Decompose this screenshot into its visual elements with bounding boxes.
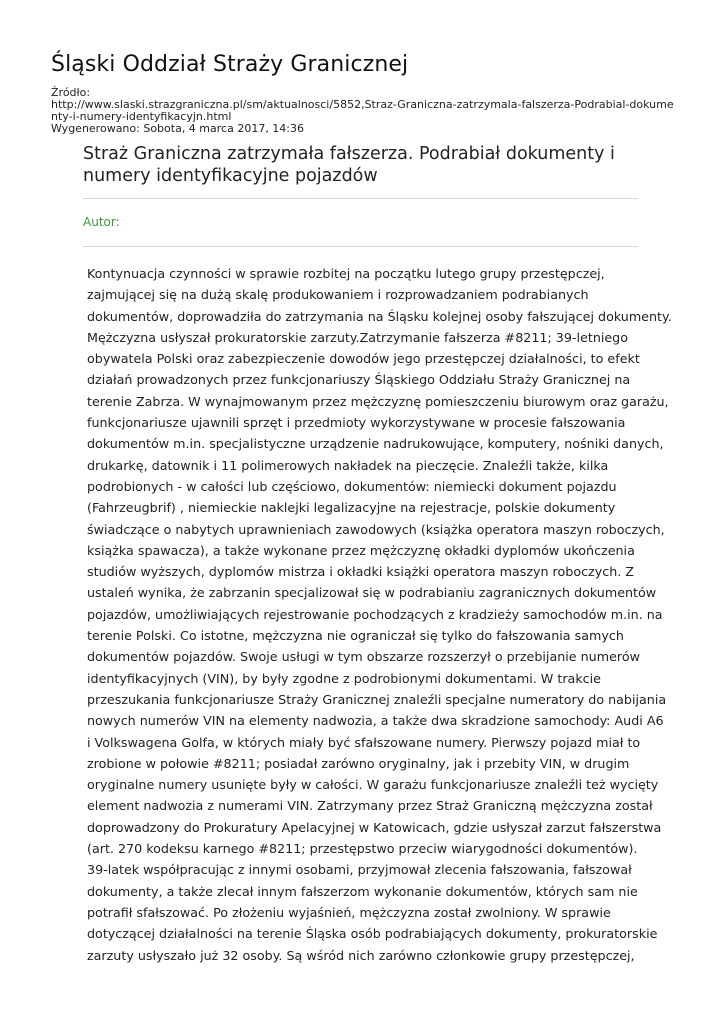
body-line: dokumenty, a także zlecał innym fałszerzom wykonanie dokumentów, których sam nie [87, 883, 638, 899]
body-line: Kontynuacja czynności w sprawie rozbitej na początku lutego grupy przestępczej, [87, 266, 605, 281]
article-title: Straż Graniczna zatrzymała fałszerza. Podrabiał dokumenty i numery identyfikacyjne pojazdów [83, 144, 615, 186]
body-line: książka spawacza), a także wykonane przez mężczyznę okładki dyplomów ukończenia [87, 542, 635, 558]
body-line: obywatela Polski oraz zabezpieczenie dowodów jego przestępczej działalności, to efekt [87, 351, 640, 367]
author-label: Autor: [83, 215, 120, 229]
body-line: zrobione w połowie #8211; posiadał zarówno oryginalny, jak i przebity VIN, w drugim [87, 755, 630, 771]
article-body [87, 263, 672, 966]
body-line: (Fahrzeugbrif) , niemieckie naklejki legalizacyjne na rejestracje, polskie dokumenty [87, 500, 616, 516]
body-line: 39-latek współpracując z innymi osobami, przyjmował zlecenia fałszowania, fałszował [87, 862, 632, 878]
body-line: element nadwozia z numerami VIN. Zatrzymany przez Straż Graniczną mężczyzna został [87, 798, 653, 814]
body-line: przeszukania funkcjonariusze Straży Granicznej znaleźli specjalne numeratory do nabijania [87, 691, 667, 707]
body-line: dotyczącej działalności na terenie Śląska osób podrabiających dokumenty, prokuratorskie [87, 926, 658, 942]
body-line: pojazdów, umożliwiających rejestrowanie pochodzących z kradzieży samochodów m.in. na [87, 606, 663, 622]
body-line: i Volkswagena Golfa, w których miały być sfałszowane numery. Pierwszy pojazd miał to [87, 734, 641, 750]
body-line: dokumentów pojazdów. Swoje usługi w tym obszarze rozszerzył o przebijanie numerów [87, 649, 640, 665]
source-label: Źródło: [51, 86, 91, 99]
body-line: Mężczyzna usłyszał prokuratorskie zarzuty.Zatrzymanie fałszerza #8211; 39-letniego [87, 329, 629, 345]
body-line: (art. 270 kodeksu karnego #8211; przestępstwo przeciw wiarygodności dokumentów). [87, 841, 638, 857]
body-line: terenie Polski. Co istotne, mężczyzna nie ograniczał się tylko do fałszowania samych [87, 628, 624, 644]
body-line: terenie Zabrza. W wynajmowanym przez mężczyznę pomieszczeniu biurowym oraz garażu, [87, 393, 669, 409]
body-line: dokumentów m.in. specjalistyczne urządzenie nadrukowujące, komputery, nośniki danych, [87, 436, 664, 452]
source-url-line-2[interactable]: nty-i-numery-identyfikacyjn.html [51, 110, 232, 123]
body-line: świadczące o nabytych uprawnieniach zawodowych (książka operatora maszyn roboczych, [87, 521, 665, 537]
body-line: zajmującej się na dużą skalę produkowaniem i rozprowadzaniem podrabianych [87, 287, 589, 303]
site-title: Śląski Oddział Straży Granicznej [51, 52, 409, 77]
body-line: dokumentów, doprowadziła do zatrzymania na Śląsku kolejnej osoby fałszującej dokumenty. [87, 308, 672, 324]
body-line: doprowadzony do Prokuratury Apelacyjnej w Katowicach, gdzie usłyszał zarzut fałszerstwa [87, 819, 662, 835]
body-line: podrobionych - w całości lub częściowo, dokumentów: niemiecki dokument pojazdu [87, 478, 617, 494]
body-line: oryginalne numery usunięte były w całości. W garażu funkcjonariusze znaleźli też wycięty [87, 777, 659, 793]
body-line: zarzuty usłyszało już 32 osoby. Są wśród nich zarówno członkowie grupy przestępczej, [87, 947, 635, 963]
body-line: studiów wyższych, dyplomów mistrza i okładki książki operatora maszyn roboczych. Z [87, 564, 634, 580]
document-meta [51, 87, 691, 135]
divider-bottom [83, 246, 638, 247]
generated-timestamp: Wygenerowano: Sobota, 4 marca 2017, 14:36 [51, 122, 305, 135]
body-line: nowych numerów VIN na elementy nadwozia, a także dwa skradzione samochody: Audi A6 [87, 713, 664, 729]
body-line: identyfikacyjnych (VIN), by były zgodne z podrobionymi dokumentami. W trakcie [87, 670, 601, 686]
source-url-line-1[interactable]: http://www.slaski.strazgraniczna.pl/sm/aktualnosci/5852,Straz-Graniczna-zatrzymala-falszerza-Podrabial-dokume [51, 98, 674, 111]
body-line: potrafił sfałszować. Po złożeniu wyjaśnień, mężczyzna został zwolniony. W sprawie [87, 904, 611, 920]
body-line: działań prowadzonych przez funkcjonariuszy Śląskiego Oddziału Straży Granicznej na [87, 372, 631, 388]
body-line: drukarkę, datownik i 11 polimerowych nakładek na pieczęcie. Znaleźli także, kilka [87, 457, 609, 473]
body-line: ustaleń wynika, że zabrzanin specjalizował się w podrabianiu zagranicznych dokumentów [87, 585, 657, 601]
divider-top [83, 198, 638, 199]
body-line: funkcjonariusze ujawnili sprzęt i przedmioty wykorzystywane w procesie fałszowania [87, 415, 626, 431]
